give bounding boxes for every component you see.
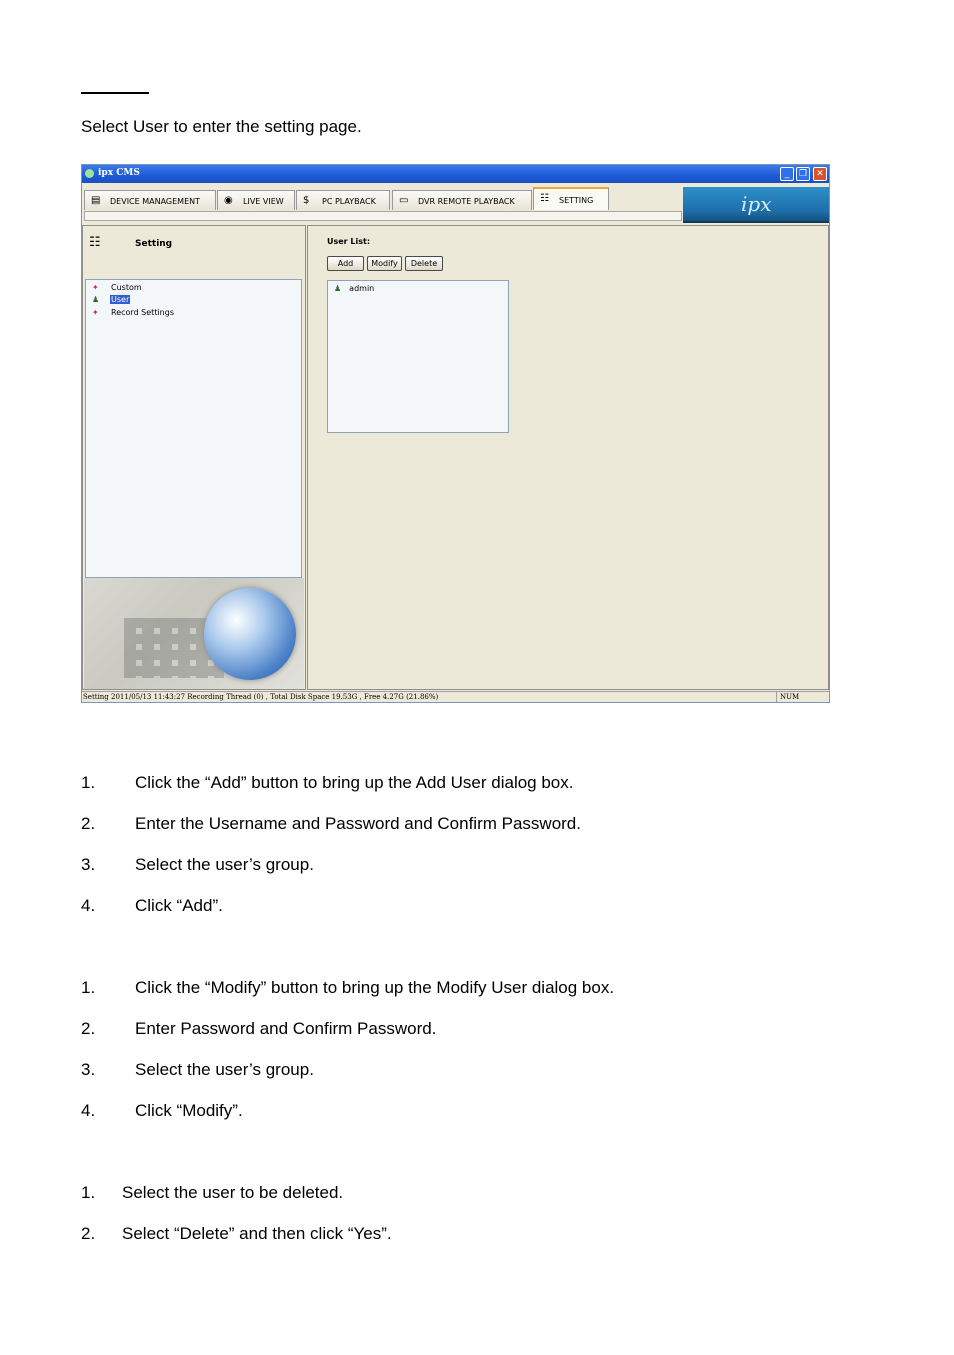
decorative-banner: [84, 578, 304, 689]
user-name: admin: [349, 284, 375, 293]
sidebar-title: Setting: [135, 239, 173, 249]
ipx-logo: ipx: [683, 187, 829, 223]
tab-dvr-remote-playback[interactable]: ▭ DVR REMOTE PLAYBACK: [392, 190, 532, 210]
app-icon: [85, 169, 94, 178]
window-titlebar: [82, 165, 829, 183]
list-item[interactable]: [334, 284, 374, 293]
eye-icon: ◉: [224, 195, 233, 206]
tab-content-strip: [84, 211, 682, 221]
close-icon[interactable]: ✕: [813, 167, 827, 181]
num-lock-indicator: NUM: [776, 692, 830, 703]
setting-header-icon: ☷: [89, 235, 101, 250]
user-settings-panel: [307, 225, 829, 690]
setting-sidebar: [82, 225, 306, 690]
main-tab-bar: [82, 187, 682, 211]
tree-item-record-settings[interactable]: ✦ Record Settings: [92, 308, 174, 317]
tab-device-management[interactable]: ▤ DEVICE MANAGEMENT: [84, 190, 216, 210]
tab-setting[interactable]: ☷ SETTING: [533, 187, 609, 210]
user-icon: ♟: [92, 295, 100, 304]
remote-playback-icon: ▭: [399, 195, 409, 206]
tab-live-view[interactable]: ◉ LIVE VIEW: [217, 190, 295, 210]
status-text: Setting 2011/05/13 11:43:27 Recording Thread (0) , Total Disk Space 19.53G , Free 4.27G (21.86%): [83, 693, 439, 701]
modify-button[interactable]: Modify: [367, 256, 402, 271]
device-management-icon: ▤: [91, 195, 101, 206]
user-list-label: User List:: [327, 237, 371, 246]
settings-node-icon: ✦: [92, 283, 99, 292]
add-button[interactable]: Add: [327, 256, 364, 271]
cms-window-screenshot: [81, 164, 830, 703]
tree-item-user[interactable]: ♟ User: [92, 295, 130, 304]
settings-tree: [85, 279, 302, 578]
setting-icon: ☷: [540, 193, 549, 204]
settings-node-icon: ✦: [92, 308, 99, 317]
playback-icon: $: [303, 195, 310, 206]
intro-text: Select User to enter the setting page.: [81, 117, 362, 136]
globe-icon: [204, 588, 296, 680]
minimize-icon[interactable]: _: [780, 167, 794, 181]
window-title: ipx CMS: [98, 168, 140, 178]
status-bar: [82, 691, 829, 703]
tree-item-custom[interactable]: ✦ Custom: [92, 283, 142, 292]
user-list: [327, 280, 509, 433]
section-heading-underline: [81, 92, 149, 94]
maximize-icon[interactable]: ❐: [796, 167, 810, 181]
user-icon: ♟: [334, 284, 342, 293]
tab-pc-playback[interactable]: $ PC PLAYBACK: [296, 190, 390, 210]
delete-button[interactable]: Delete: [405, 256, 443, 271]
